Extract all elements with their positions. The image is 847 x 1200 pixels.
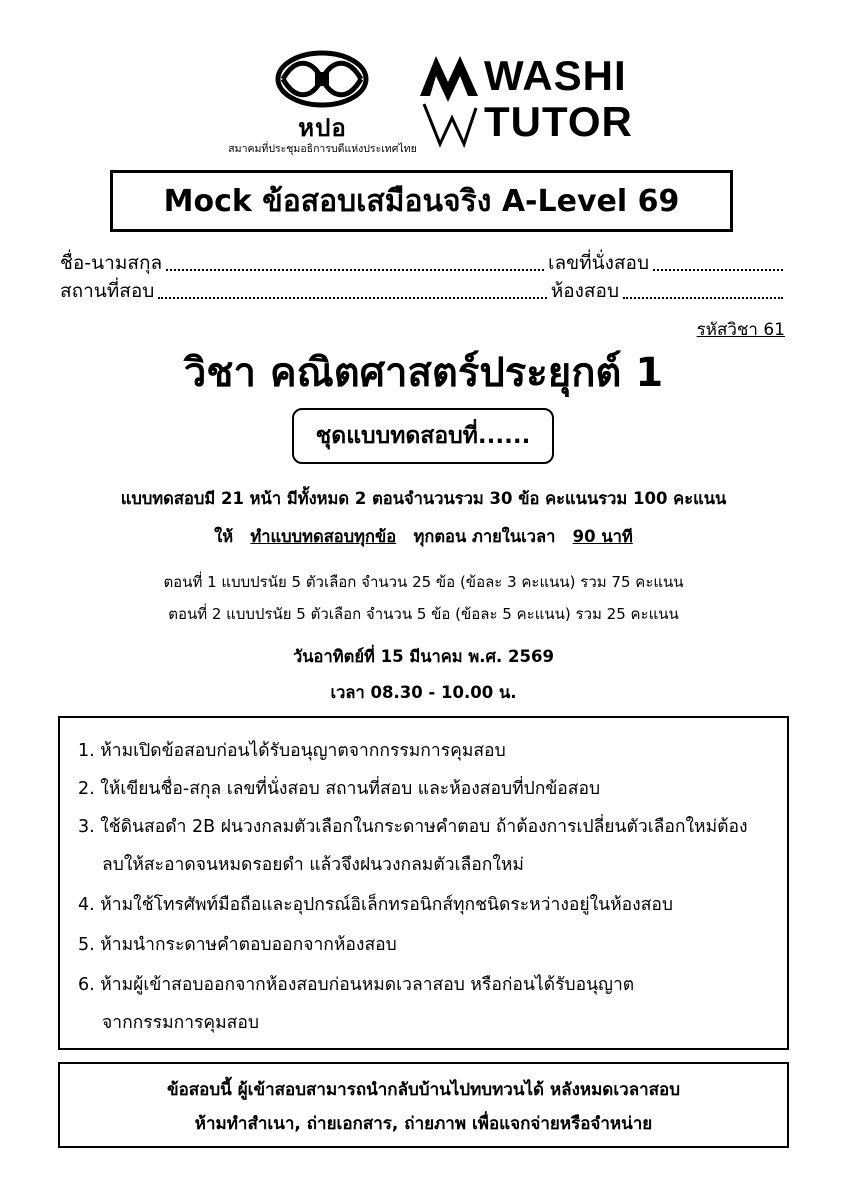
instruction-underlined-all: ทำแบบทดสอบทุกข้อ bbox=[250, 527, 397, 546]
part-2-description: ตอนที่ 2 แบบปรนัย 5 ตัวเลือก จำนวน 5 ข้อ (ข้อละ 5 คะแนน) รวม 25 คะแนน bbox=[168, 605, 679, 623]
notice-box bbox=[58, 1062, 789, 1148]
rule-item: 2. ให้เขียนชื่อ-สกุล เลขที่นั่งสอบ สถานที่สอบ และห้องสอบที่ปกข้อสอบ bbox=[78, 779, 601, 799]
washi-tutor-mark-icon bbox=[418, 52, 480, 148]
association-emblem-icon bbox=[275, 50, 370, 108]
name-field[interactable] bbox=[166, 268, 544, 271]
instruction-prefix: ให้ bbox=[214, 527, 234, 546]
place-field[interactable] bbox=[158, 296, 546, 299]
exam-summary: แบบทดสอบมี 21 หน้า มีทั้งหมด 2 ตอนจำนวนรวม 30 ข้อ คะแนนรวม 100 คะแนน bbox=[120, 489, 727, 508]
seat-field[interactable] bbox=[653, 268, 783, 271]
exam-time: เวลา 08.30 - 10.00 น. bbox=[330, 683, 517, 702]
room-label: ห้องสอบ bbox=[550, 280, 619, 302]
name-label: ชื่อ-นามสกุล bbox=[60, 252, 163, 274]
room-field[interactable] bbox=[623, 296, 783, 299]
association-logo bbox=[225, 50, 420, 160]
instruction-line bbox=[0, 524, 847, 550]
seat-label: เลขที่นั่งสอบ bbox=[548, 252, 649, 274]
brand-word-tutor: TUTOR bbox=[484, 98, 633, 145]
rule-item: 3. ใช้ดินสอดำ 2B ฝนวงกลมตัวเลือกในกระดาษคำตอบ ถ้าต้องการเปลี่ยนตัวเลือกใหม่ต้อง bbox=[78, 817, 748, 837]
name-seat-row bbox=[60, 250, 787, 278]
washi-tutor-logo bbox=[418, 52, 648, 152]
association-name: สมาคมที่ประชุมอธิการบดีแห่งประเทศไทย bbox=[228, 143, 417, 155]
exam-rules-box bbox=[58, 716, 789, 1050]
exam-title: Mock ข้อสอบเสมือนจริง A-Level 69 bbox=[110, 170, 733, 232]
rule-item: 6. ห้ามผู้เข้าสอบออกจากห้องสอบก่อนหมดเวลาสอบ หรือก่อนได้รับอนุญาต bbox=[78, 975, 635, 995]
subject-code: รหัสวิชา 61 bbox=[696, 320, 785, 340]
subject-title: วิชา คณิตศาสตร์ประยุกต์ 1 bbox=[183, 350, 664, 396]
notice-line: ข้อสอบนี้ ผู้เข้าสอบสามารถนำกลับบ้านไปทบทวนได้ หลังหมดเวลาสอบ bbox=[166, 1080, 681, 1100]
place-room-row bbox=[60, 278, 787, 306]
test-set-label: ชุดแบบทดสอบที่...... bbox=[292, 408, 554, 464]
instruction-middle: ทุกตอน ภายในเวลา bbox=[413, 527, 556, 546]
exam-date: วันอาทิตย์ที่ 15 มีนาคม พ.ศ. 2569 bbox=[293, 647, 554, 666]
rule-item-continuation: จากกรรมการคุมสอบ bbox=[102, 1013, 259, 1033]
instruction-duration: 90 นาที bbox=[572, 527, 633, 546]
rule-item-continuation: ลบให้สะอาดจนหมดรอยดำ แล้วจึงฝนวงกลมตัวเลือกใหม่ bbox=[102, 855, 524, 875]
brand-word-washi: WASHI bbox=[484, 52, 627, 99]
notice-line: ห้ามทำสำเนา, ถ่ายเอกสาร, ถ่ายภาพ เพื่อแจกจ่ายหรือจำหน่าย bbox=[194, 1114, 653, 1134]
rule-item: 5. ห้ามนำกระดาษคำตอบออกจากห้องสอบ bbox=[78, 935, 397, 955]
part-1-description: ตอนที่ 1 แบบปรนัย 5 ตัวเลือก จำนวน 25 ข้อ (ข้อละ 3 คะแนน) รวม 75 คะแนน bbox=[163, 573, 684, 591]
rule-item: 4. ห้ามใช้โทรศัพท์มือถือและอุปกรณ์อิเล็กทรอนิกส์ทุกชนิดระหว่างอยู่ในห้องสอบ bbox=[78, 895, 674, 915]
association-abbreviation: หปอ bbox=[298, 114, 347, 142]
rule-item: 1. ห้ามเปิดข้อสอบก่อนได้รับอนุญาตจากกรรมการคุมสอบ bbox=[78, 741, 506, 761]
place-label: สถานที่สอบ bbox=[60, 280, 155, 302]
